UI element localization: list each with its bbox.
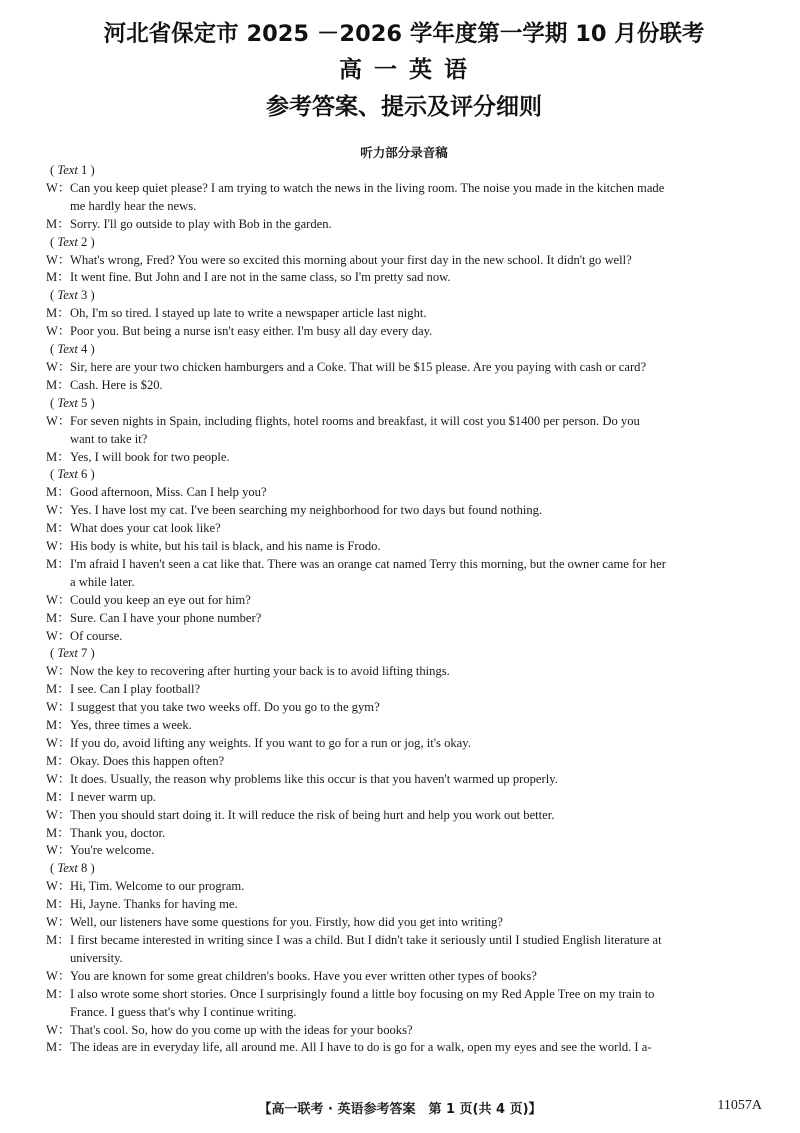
text-label-word: Text: [57, 288, 78, 303]
dialogue-text: Yes, three times a week.: [70, 718, 192, 733]
dialogue-line: [46, 449, 762, 467]
dialogue-text: Then you should start doing it. It will reduce the risk of being hurt and help you work out better.: [70, 807, 555, 822]
dialogue-line: [46, 753, 762, 771]
dialogue-text: Sir, here are your two chicken hamburgers and a Coke. That will be $15 please. Are you paying with cash or card?: [70, 359, 647, 374]
text-label-word: Text: [57, 861, 78, 876]
dialogue-text: Hi, Tim. Welcome to our program.: [70, 879, 245, 894]
dialogue-text: You're welcome.: [70, 843, 155, 858]
dialogue-continuation: a while later.: [70, 574, 135, 589]
text-label: ( Text 7 ): [50, 646, 95, 661]
speaker-label: M：: [46, 610, 70, 625]
text-number: 8: [81, 861, 88, 876]
speaker-label: M：: [46, 306, 70, 321]
dialogue-text: The ideas are in everyday life, all around me. All I have to do is go for a walk, open my eyes and see the world. I a-: [70, 1040, 652, 1055]
dialogue-text: Okay. Does this happen often?: [70, 753, 225, 768]
text-number: 5: [81, 395, 88, 410]
dialogue-line: [46, 789, 762, 807]
dialogue-line: [46, 520, 762, 538]
section-heading: 听力部分录音稿: [360, 145, 448, 160]
dialogue-line: [46, 771, 762, 789]
speaker-label: M：: [46, 789, 70, 804]
speaker-label: W：: [46, 968, 71, 983]
footer-page-info: 【高一联考 · 英语参考答案 第 1 页(共 4 页)】: [258, 1102, 542, 1117]
speaker-label: W：: [46, 413, 71, 428]
dialogue-text: Good afternoon, Miss. Can I help you?: [70, 485, 267, 500]
dialogue-line: [46, 842, 762, 860]
speaker-label: W：: [46, 628, 71, 643]
dialogue-line: [46, 681, 762, 699]
speaker-label: W：: [46, 700, 71, 715]
dialogue-text: If you do, avoid lifting any weights. If you want to go for a run or jog, it's okay.: [70, 736, 471, 750]
dialogue-line: [46, 556, 762, 574]
dialogue-text: His body is white, but his tail is black, and his name is Frodo.: [70, 539, 381, 554]
speaker-label: W：: [46, 915, 71, 930]
dialogue-line: [46, 502, 762, 520]
speaker-label: W：: [46, 843, 71, 858]
speaker-label: M：: [46, 216, 70, 231]
dialogue-text: Oh, I'm so tired. I stayed up late to write a newspaper article last night.: [70, 306, 427, 321]
dialogue-line: [46, 592, 762, 610]
dialogue-line: [46, 377, 762, 395]
text-label: ( Text 8 ): [50, 861, 95, 876]
dialogue-line: [46, 359, 762, 377]
dialogue-line: [46, 323, 762, 341]
speaker-label: W：: [46, 252, 71, 267]
dialogue-line: [46, 1039, 762, 1057]
dialogue-line: [46, 878, 762, 896]
speaker-label: M：: [46, 753, 70, 768]
dialogue-text: It went fine. But John and I are not in the same class, so I'm pretty sad now.: [70, 270, 451, 285]
text-number: 4: [81, 342, 88, 357]
text-number: 3: [81, 288, 88, 303]
speaker-label: W：: [46, 359, 71, 374]
footer-code: 11057A: [717, 1098, 762, 1113]
dialogue-text: Could you keep an eye out for him?: [70, 592, 251, 607]
speaker-label: M：: [46, 825, 70, 840]
dialogue-continuation: university.: [70, 950, 123, 965]
dialogue-line: [46, 896, 762, 914]
speaker-label: W：: [46, 503, 71, 518]
dialogue-text: Yes, I will book for two people.: [70, 449, 230, 464]
dialogue-text: I first became interested in writing since I was a child. But I didn't take it seriously until I studied English literature at: [70, 932, 662, 947]
text-number: 1: [81, 163, 88, 177]
speaker-label: W：: [46, 592, 71, 607]
dialogue-text: I never warm up.: [70, 789, 157, 804]
dialogue-line: [46, 1022, 762, 1040]
dialogue-continuation: want to take it?: [70, 431, 148, 446]
dialogue-line: [46, 807, 762, 825]
dialogue-continuation: me hardly hear the news.: [70, 198, 197, 213]
speaker-label: M：: [46, 932, 70, 947]
speaker-label: M：: [46, 897, 70, 912]
dialogue-line: [46, 538, 762, 556]
dialogue-line: [46, 413, 762, 431]
dialogue-line: [46, 717, 762, 735]
dialogue-text: For seven nights in Spain, including flights, hotel rooms and breakfast, it will cost you $1400 per person. Do you: [70, 413, 640, 428]
speaker-label: M：: [46, 377, 70, 392]
speaker-label: M：: [46, 485, 70, 500]
text-label: ( Text 3 ): [50, 288, 95, 303]
dialogue-text: What's wrong, Fred? You were so excited this morning about your first day in the new school. It didn't go well?: [70, 252, 632, 267]
speaker-label: W：: [46, 180, 71, 195]
speaker-label: W：: [46, 664, 71, 679]
dialogue-line: [46, 699, 762, 717]
text-label: ( Text 5 ): [50, 395, 95, 410]
speaker-label: W：: [46, 1022, 71, 1037]
text-label: ( Text 4 ): [50, 342, 95, 357]
dialogue-continuation: France. I guess that's why I continue writing.: [70, 1004, 297, 1019]
dialogue-text: Of course.: [70, 628, 123, 643]
text-number: 6: [81, 467, 88, 482]
dialogue-text: I see. Can I play football?: [70, 682, 201, 697]
dialogue-line: [46, 180, 762, 198]
dialogue-text: Sorry. I'll go outside to play with Bob in the garden.: [70, 216, 332, 231]
transcript-body: [46, 162, 762, 1057]
dialogue-text: I'm afraid I haven't seen a cat like that. There was an orange cat named Terry this morning, but the owner came for her: [70, 556, 666, 571]
text-label: ( Text 6 ): [50, 467, 95, 482]
dialogue-line: [46, 484, 762, 502]
dialogue-text: Cash. Here is $20.: [70, 377, 163, 392]
dialogue-text: It does. Usually, the reason why problems like this occur is that you haven't warmed up properly.: [70, 771, 558, 786]
dialogue-text: What does your cat look like?: [70, 521, 221, 536]
text-label-word: Text: [57, 395, 78, 410]
dialogue-line: [46, 216, 762, 234]
exam-title: 河北省保定市 2025 －2026 学年度第一学期 10 月份联考: [103, 21, 705, 47]
page-footer: [0, 1098, 800, 1117]
dialogue-text: Thank you, doctor.: [70, 825, 166, 840]
dialogue-line: [46, 663, 762, 681]
text-label-word: Text: [57, 342, 78, 357]
dialogue-text: Yes. I have lost my cat. I've been searching my neighborhood for two days but found nothing.: [70, 503, 543, 518]
speaker-label: M：: [46, 986, 70, 1001]
dialogue-text: Well, our listeners have some questions for you. Firstly, how did you get into writing?: [70, 915, 503, 930]
dialogue-line: [46, 968, 762, 986]
dialogue-line: [46, 932, 762, 950]
speaker-label: W：: [46, 807, 71, 822]
text-number: 7: [81, 646, 88, 661]
speaker-label: M：: [46, 521, 70, 536]
speaker-label: W：: [46, 736, 71, 750]
subject-title: 高 一 英 语: [338, 57, 470, 83]
speaker-label: W：: [46, 539, 71, 554]
dialogue-text: Poor you. But being a nurse isn't easy either. I'm busy all day every day.: [70, 324, 433, 339]
dialogue-text: I suggest that you take two weeks off. Do you go to the gym?: [70, 700, 380, 715]
dialogue-line: [46, 269, 762, 287]
text-label-word: Text: [57, 467, 78, 482]
text-label-word: Text: [57, 163, 78, 177]
dialogue-line: [46, 628, 762, 646]
text-label: ( Text 2 ): [50, 234, 95, 249]
dialogue-text: Sure. Can I have your phone number?: [70, 610, 262, 625]
speaker-label: M：: [46, 1040, 70, 1055]
answer-key-title: 参考答案、提示及评分细则: [266, 94, 542, 120]
text-label-word: Text: [57, 646, 78, 661]
speaker-label: M：: [46, 682, 70, 697]
dialogue-text: You are known for some great children's books. Have you ever written other types of books?: [70, 968, 537, 983]
dialogue-text: I also wrote some short stories. Once I surprisingly found a little boy focusing on my Red Apple Tree on my train to: [70, 986, 655, 1001]
speaker-label: M：: [46, 556, 70, 571]
dialogue-line: [46, 305, 762, 323]
speaker-label: W：: [46, 324, 71, 339]
dialogue-line: [46, 252, 762, 270]
dialogue-line: [46, 914, 762, 932]
dialogue-text: Hi, Jayne. Thanks for having me.: [70, 897, 238, 912]
dialogue-line: [46, 735, 762, 753]
text-label-word: Text: [57, 234, 78, 249]
text-number: 2: [81, 234, 88, 249]
dialogue-line: [46, 825, 762, 843]
speaker-label: W：: [46, 771, 71, 786]
speaker-label: W：: [46, 879, 71, 894]
dialogue-line: [46, 986, 762, 1004]
dialogue-text: Now the key to recovering after hurting your back is to avoid lifting things.: [70, 664, 450, 679]
dialogue-text: Can you keep quiet please? I am trying to watch the news in the living room. The noise you made in the kitchen made: [70, 180, 665, 195]
dialogue-text: That's cool. So, how do you come up with the ideas for your books?: [70, 1022, 413, 1037]
speaker-label: M：: [46, 449, 70, 464]
speaker-label: M：: [46, 270, 70, 285]
dialogue-line: [46, 610, 762, 628]
speaker-label: M：: [46, 718, 70, 733]
text-label: ( Text 1 ): [50, 163, 95, 177]
